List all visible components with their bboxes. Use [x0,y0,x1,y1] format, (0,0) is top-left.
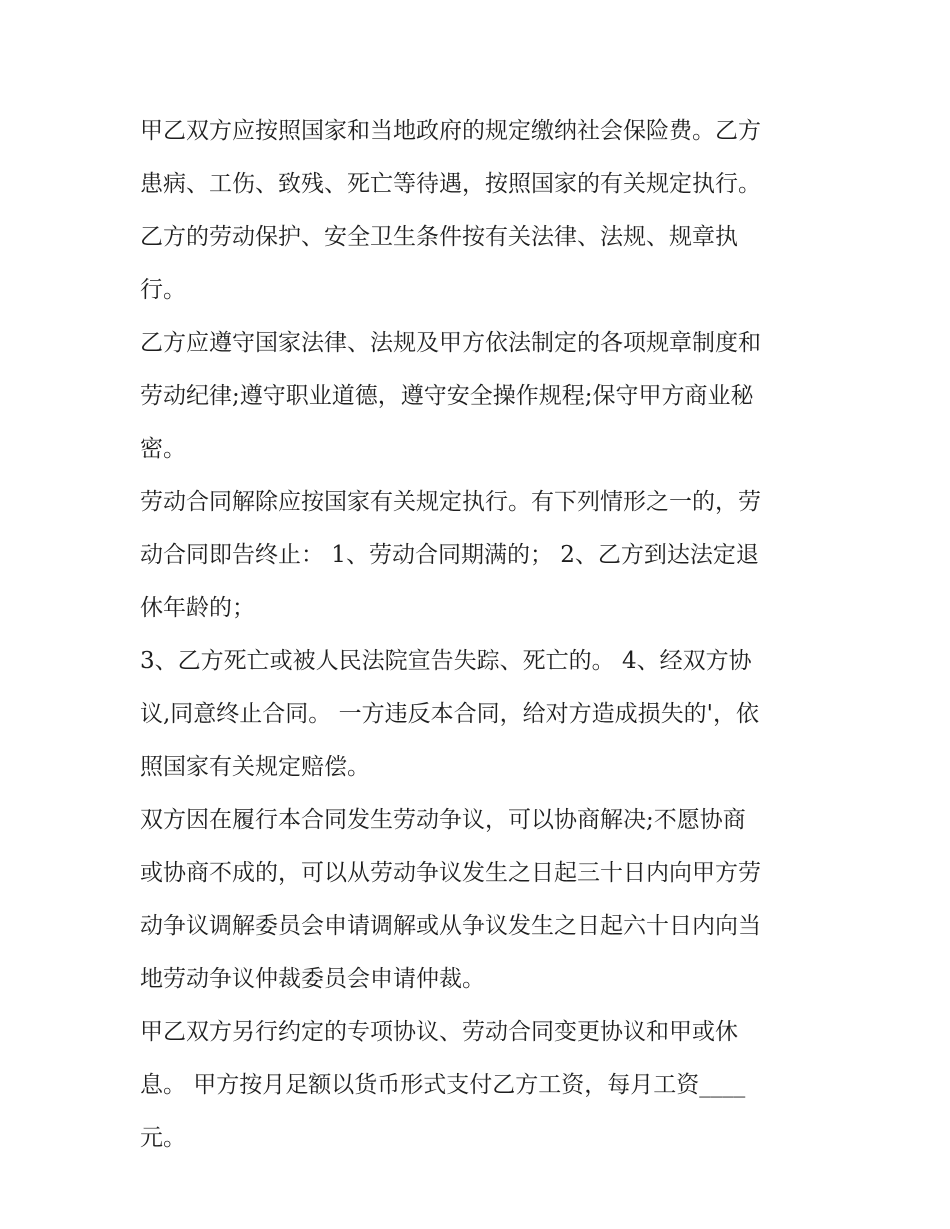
text-line: 地劳动争议仲裁委员会申请仲裁。 [140,966,485,992]
text-line: 甲乙双方另行约定的专项协议、劳动合同变更协议和甲或休 [140,1019,738,1045]
text-line: 照国家有关规定赔偿。 [140,754,370,780]
text-line: 劳动纪律;遵守职业道德，遵守安全操作规程;保守甲方商业秘 [140,383,754,409]
text-line: 乙方的劳动保护、安全卫生条件按有关法律、法规、规章执 [140,224,738,250]
text-line: 行。 [140,277,186,303]
text-line: 息。 甲方按月足额以货币形式支付乙方工资，每月工资____ [140,1072,746,1098]
paragraph-termination-conditions [140,635,820,794]
text-line: 3、乙方死亡或被人民法院宣告失踪、死亡的。 4、经双方协 [140,648,752,674]
text-line: 动合同即告终止： 1、劳动合同期满的； 2、乙方到达法定退 [140,542,759,568]
text-line: 患病、工伤、致残、死亡等待遇，按照国家的有关规定执行。 [140,171,761,197]
paragraph-contract-termination [140,476,820,635]
text-line: 甲乙双方应按照国家和当地政府的规定缴纳社会保险费。乙方 [140,118,761,144]
paragraph-wages [140,1006,820,1165]
paragraph-labor-dispute [140,794,820,1006]
text-line: 元。 [140,1125,186,1151]
paragraph-social-insurance [140,105,820,211]
text-line: 乙方应遵守国家法律、法规及甲方依法制定的各项规章制度和 [140,330,761,356]
text-line: 动争议调解委员会申请调解或从争议发生之日起六十日内向当 [140,913,761,939]
text-line: 劳动合同解除应按国家有关规定执行。有下列情形之一的，劳 [140,489,761,515]
paragraph-labor-protection [140,211,820,317]
document-body [140,105,820,1165]
text-line: 双方因在履行本合同发生劳动争议，可以协商解决;不愿协商 [140,807,746,833]
paragraph-rules-discipline [140,317,820,476]
text-line: 或协商不成的，可以从劳动争议发生之日起三十日内向甲方劳 [140,860,761,886]
text-line: 议,同意终止合同。 一方违反本合同，给对方造成损失的'，依 [140,701,759,727]
text-line: 休年龄的； [140,595,255,621]
text-line: 密。 [140,436,186,462]
